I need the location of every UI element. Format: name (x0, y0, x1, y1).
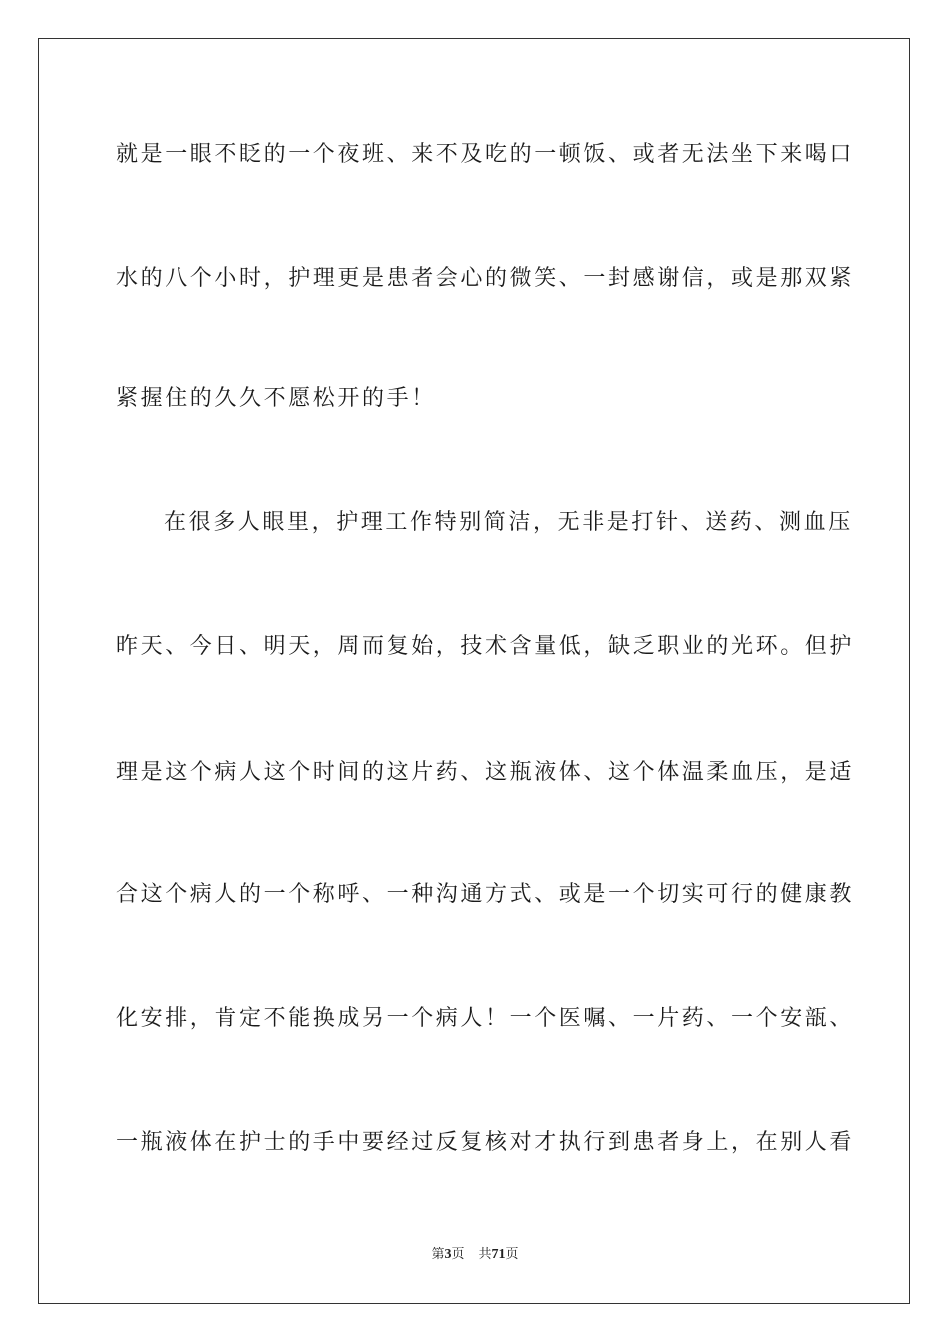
body-line-9: 一瓶液体在护士的手中要经过反复核对才执行到患者身上，在别人看 (116, 1130, 855, 1155)
footer-page-prefix: 第 (431, 1247, 445, 1262)
page-border (38, 38, 910, 1304)
footer-page-number: 3 (444, 1247, 452, 1262)
body-line-4: 在很多人眼里，护理工作特别简洁，无非是打针、送药、测血压 (164, 510, 853, 535)
body-line-7: 合这个病人的一个称呼、一种沟通方式、或是一个切实可行的健康教 (116, 882, 855, 907)
footer-page-suffix: 页 (451, 1247, 465, 1262)
body-line-3: 紧握住的久久不愿松开的手！ (116, 386, 436, 411)
footer-total-prefix: 共 (478, 1247, 492, 1262)
body-line-1: 就是一眼不眨的一个夜班、来不及吃的一顿饭、或者无法坐下来喝口 (116, 142, 855, 167)
body-line-6: 理是这个病人这个时间的这片药、这瓶液体、这个体温柔血压，是适 (116, 760, 855, 785)
body-line-5: 昨天、今日、明天，周而复始，技术含量低，缺乏职业的光环。但护 (116, 634, 855, 659)
footer-total-pages: 71 (491, 1247, 506, 1262)
page-footer (0, 1246, 950, 1264)
body-line-8: 化安排，肯定不能换成另一个病人！一个医嘱、一片药、一个安瓿、 (116, 1006, 855, 1031)
body-line-2: 水的八个小时，护理更是患者会心的微笑、一封感谢信，或是那双紧 (116, 266, 855, 291)
footer-total-suffix: 页 (505, 1247, 519, 1262)
